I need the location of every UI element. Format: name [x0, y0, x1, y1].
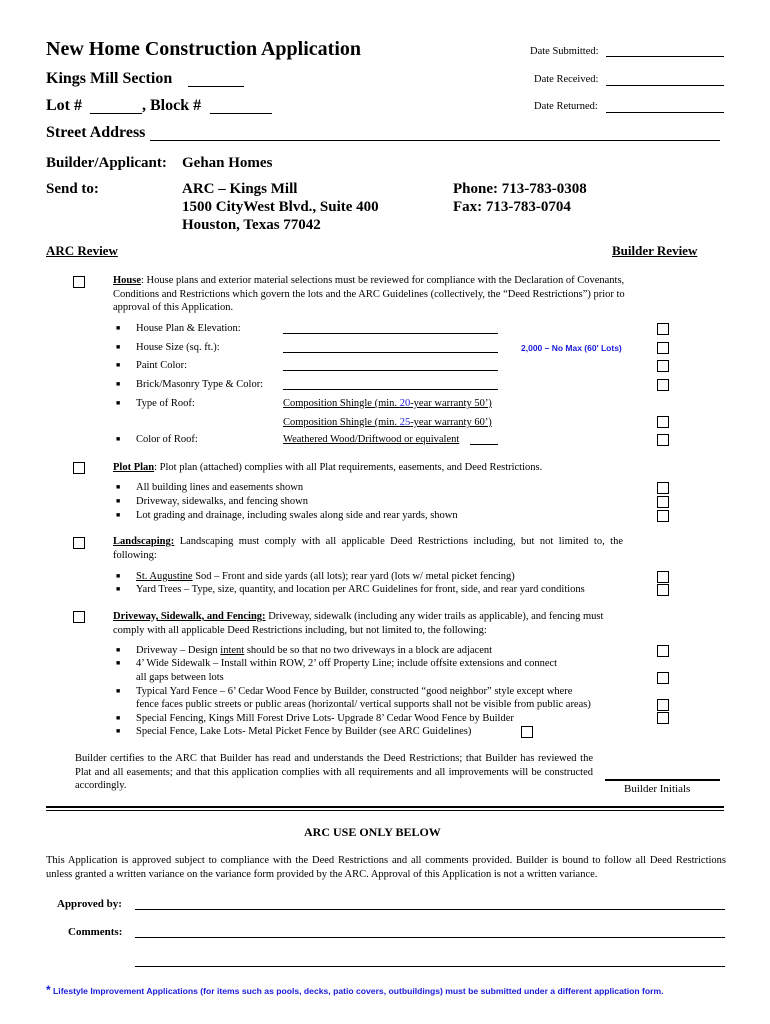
- driveway-arc-checkbox[interactable]: [73, 611, 85, 623]
- house-plan-builder-checkbox[interactable]: [657, 323, 669, 335]
- plot-item-builder-checkbox[interactable]: [657, 482, 669, 494]
- date-returned-label: Date Returned:: [534, 101, 598, 112]
- house-title: House: [113, 275, 142, 286]
- address-line2: 1500 CityWest Blvd., Suite 400: [182, 199, 379, 215]
- plot-item-builder-checkbox[interactable]: [657, 496, 669, 508]
- bullet-icon: ■: [116, 399, 121, 407]
- bullet-icon: ■: [116, 343, 121, 351]
- landscaping-item-sod: St. Augustine Sod – Front and side yards (all lots); rear yard (lots w/ metal picket fencing): [136, 571, 515, 582]
- arc-review-heading: ARC Review: [46, 243, 118, 258]
- yard-fence-item-line1: Typical Yard Fence – 6’ Cedar Wood Fence by Builder, constructed “good neighbor” style except where: [136, 686, 573, 697]
- roof-color-line: [470, 444, 498, 445]
- driveway-description: Driveway, Sidewalk, and Fencing: Driveway, sidewalk (including any wider trails as applicable), and fencing must comply with all applicable Deed Restrictions including, but not limited to, the following:: [113, 611, 604, 636]
- plot-plan-arc-checkbox[interactable]: [73, 462, 85, 474]
- builder-review-heading: Builder Review: [612, 243, 698, 258]
- plot-item: All building lines and easements shown: [136, 482, 304, 493]
- landscaping-description: Landscaping: Landscaping must comply with all applicable Deed Restrictions including, but not limited to, the following:: [113, 536, 623, 561]
- brick-builder-checkbox[interactable]: [657, 379, 669, 391]
- page-title: New Home Construction Application: [46, 38, 361, 60]
- landscaping-item-trees: Yard Trees – Type, size, quantity, and location per ARC Guidelines for front, side, and rear yard conditions: [136, 584, 585, 595]
- asterisk-icon: *: [46, 983, 51, 997]
- plot-plan-description: Plot Plan: Plot plan (attached) complies with all Plat requirements, easements, and Deed Restrictions.: [113, 462, 543, 473]
- yard-fence-item-line2: fence faces public streets or public areas (horizontal/ vertical supports shall not be visible from public areas): [136, 699, 591, 710]
- roof-option-2: Composition Shingle (min. 25-year warranty 60’): [283, 417, 492, 428]
- block-field[interactable]: [210, 113, 272, 114]
- sidewalk-item-line1: 4’ Wide Sidewalk – Install within ROW, 2’ off Property Line; include offsite extensions and connect: [136, 658, 558, 669]
- paint-color-builder-checkbox[interactable]: [657, 360, 669, 372]
- comments-label: Comments:: [68, 926, 123, 938]
- date-submitted-label: Date Submitted:: [530, 46, 599, 57]
- landscaping-title: Landscaping:: [113, 536, 175, 547]
- paint-color-field[interactable]: [283, 370, 498, 371]
- approved-by-field[interactable]: [135, 909, 725, 910]
- landscaping-arc-checkbox[interactable]: [73, 537, 85, 549]
- house-text: : House plans and exterior material selections must be reviewed for compliance with the Declaration of Covenants, Conditions and Restrictions which govern the lots and the ARC Guidelines (collectively, the “Deed Restrictions”) prior to approval of this Application.: [113, 275, 625, 313]
- arc-use-heading: ARC USE ONLY BELOW: [304, 825, 441, 839]
- house-arc-checkbox[interactable]: [73, 276, 85, 288]
- sidewalk-builder-checkbox[interactable]: [657, 672, 669, 684]
- footnote: * Lifestyle Improvement Applications (for items such as pools, decks, patio covers, outbuildings) must be submitted under a different application form.: [46, 983, 664, 997]
- block-label: , Block #: [142, 97, 202, 114]
- driveway-title: Driveway, Sidewalk, and Fencing:: [113, 611, 266, 622]
- street-label: Street Address: [46, 124, 146, 141]
- date-received-label: Date Received:: [534, 74, 599, 85]
- house-size-label: House Size (sq. ft.):: [136, 342, 220, 353]
- bullet-icon: ■: [116, 572, 121, 580]
- phone-text: Phone: 713-783-0308: [453, 181, 587, 197]
- lake-fence-builder-checkbox[interactable]: [521, 726, 533, 738]
- lake-fence-item: Special Fence, Lake Lots- Metal Picket Fence by Builder (see ARC Guidelines): [136, 726, 472, 737]
- bullet-icon: ■: [116, 687, 121, 695]
- bullet-icon: ■: [116, 380, 121, 388]
- bullet-icon: ■: [116, 361, 121, 369]
- builder-name: Gehan Homes: [182, 155, 273, 171]
- address-line3: Houston, Texas 77042: [182, 217, 321, 233]
- date-returned-field[interactable]: [606, 112, 724, 113]
- section-divider: [46, 806, 724, 808]
- house-plan-field[interactable]: [283, 333, 498, 334]
- roof-color-value: Weathered Wood/Driftwood or equivalent: [283, 434, 460, 445]
- roof-type-label: Type of Roof:: [136, 398, 195, 409]
- lot-label: Lot #: [46, 97, 82, 114]
- house-description: [113, 274, 625, 315]
- certification-text: Builder certifies to the ARC that Builder has read and understands the Deed Restrictions; that Builder has reviewed the Plat and all easements; and that this application complies with all requirements and all improvements will be constructed accordingly.: [75, 753, 593, 791]
- send-to-label: Send to:: [46, 181, 99, 197]
- bullet-icon: ■: [116, 585, 121, 593]
- section-label: Kings Mill Section: [46, 70, 173, 87]
- special-fencing-builder-checkbox[interactable]: [657, 712, 669, 724]
- driveway-design-builder-checkbox[interactable]: [657, 645, 669, 657]
- street-field[interactable]: [150, 140, 720, 141]
- bullet-icon: ■: [116, 646, 121, 654]
- house-size-field[interactable]: [283, 352, 498, 353]
- roof-option-1: Composition Shingle (min. 20-year warranty 50’): [283, 398, 492, 409]
- builder-label: Builder/Applicant:: [46, 155, 167, 171]
- landscaping-trees-builder-checkbox[interactable]: [657, 584, 669, 596]
- bullet-icon: ■: [116, 324, 121, 332]
- roof-color-builder-checkbox[interactable]: [657, 434, 669, 446]
- roof-type-builder-checkbox[interactable]: [657, 416, 669, 428]
- sidewalk-item-line2: all gaps between lots: [136, 672, 224, 683]
- brick-field[interactable]: [283, 389, 498, 390]
- roof-color-label: Color of Roof:: [136, 434, 198, 445]
- initials-line[interactable]: [605, 779, 720, 781]
- house-size-note: 2,000 – No Max (60' Lots): [521, 343, 622, 353]
- house-plan-label: House Plan & Elevation:: [136, 323, 241, 334]
- section-divider-thin: [46, 810, 724, 811]
- address-line1: ARC – Kings Mill: [182, 181, 298, 197]
- plot-plan-title: Plot Plan: [113, 462, 155, 473]
- approved-by-label: Approved by:: [57, 898, 122, 910]
- bullet-icon: ■: [116, 511, 121, 519]
- comments-field[interactable]: [135, 937, 725, 938]
- bullet-icon: ■: [116, 497, 121, 505]
- brick-label: Brick/Masonry Type & Color:: [136, 379, 264, 390]
- special-fencing-item: Special Fencing, Kings Mill Forest Drive Lots- Upgrade 8’ Cedar Wood Fence by Builder: [136, 713, 514, 724]
- plot-item-builder-checkbox[interactable]: [657, 510, 669, 522]
- section-field[interactable]: [188, 86, 244, 87]
- date-submitted-field[interactable]: [606, 56, 724, 57]
- plot-item: Lot grading and drainage, including swales along side and rear yards, shown: [136, 510, 458, 521]
- house-size-builder-checkbox[interactable]: [657, 342, 669, 354]
- plot-item: Driveway, sidewalks, and fencing shown: [136, 496, 308, 507]
- bullet-icon: ■: [116, 659, 121, 667]
- comments-field-line2[interactable]: [135, 966, 725, 967]
- paint-color-label: Paint Color:: [136, 360, 188, 371]
- builder-initials-label: Builder Initials: [624, 783, 691, 795]
- bullet-icon: ■: [116, 435, 121, 443]
- bullet-icon: ■: [116, 483, 121, 491]
- yard-fence-builder-checkbox[interactable]: [657, 699, 669, 711]
- lot-field[interactable]: [90, 113, 142, 114]
- date-received-field[interactable]: [606, 85, 724, 86]
- bullet-icon: ■: [116, 714, 121, 722]
- landscaping-sod-builder-checkbox[interactable]: [657, 571, 669, 583]
- fax-text: Fax: 713-783-0704: [453, 199, 571, 215]
- driveway-item-design: Driveway – Design intent should be so that no two driveways in a block are adjacent: [136, 645, 493, 656]
- arc-use-text: This Application is approved subject to compliance with the Deed Restrictions and all comments provided. Builder is bound to follow all Deed Restrictions unless granted a written variance on the variance form provided by the ARC. Approval of this Application is not a written variance.: [46, 855, 726, 880]
- bullet-icon: ■: [116, 727, 121, 735]
